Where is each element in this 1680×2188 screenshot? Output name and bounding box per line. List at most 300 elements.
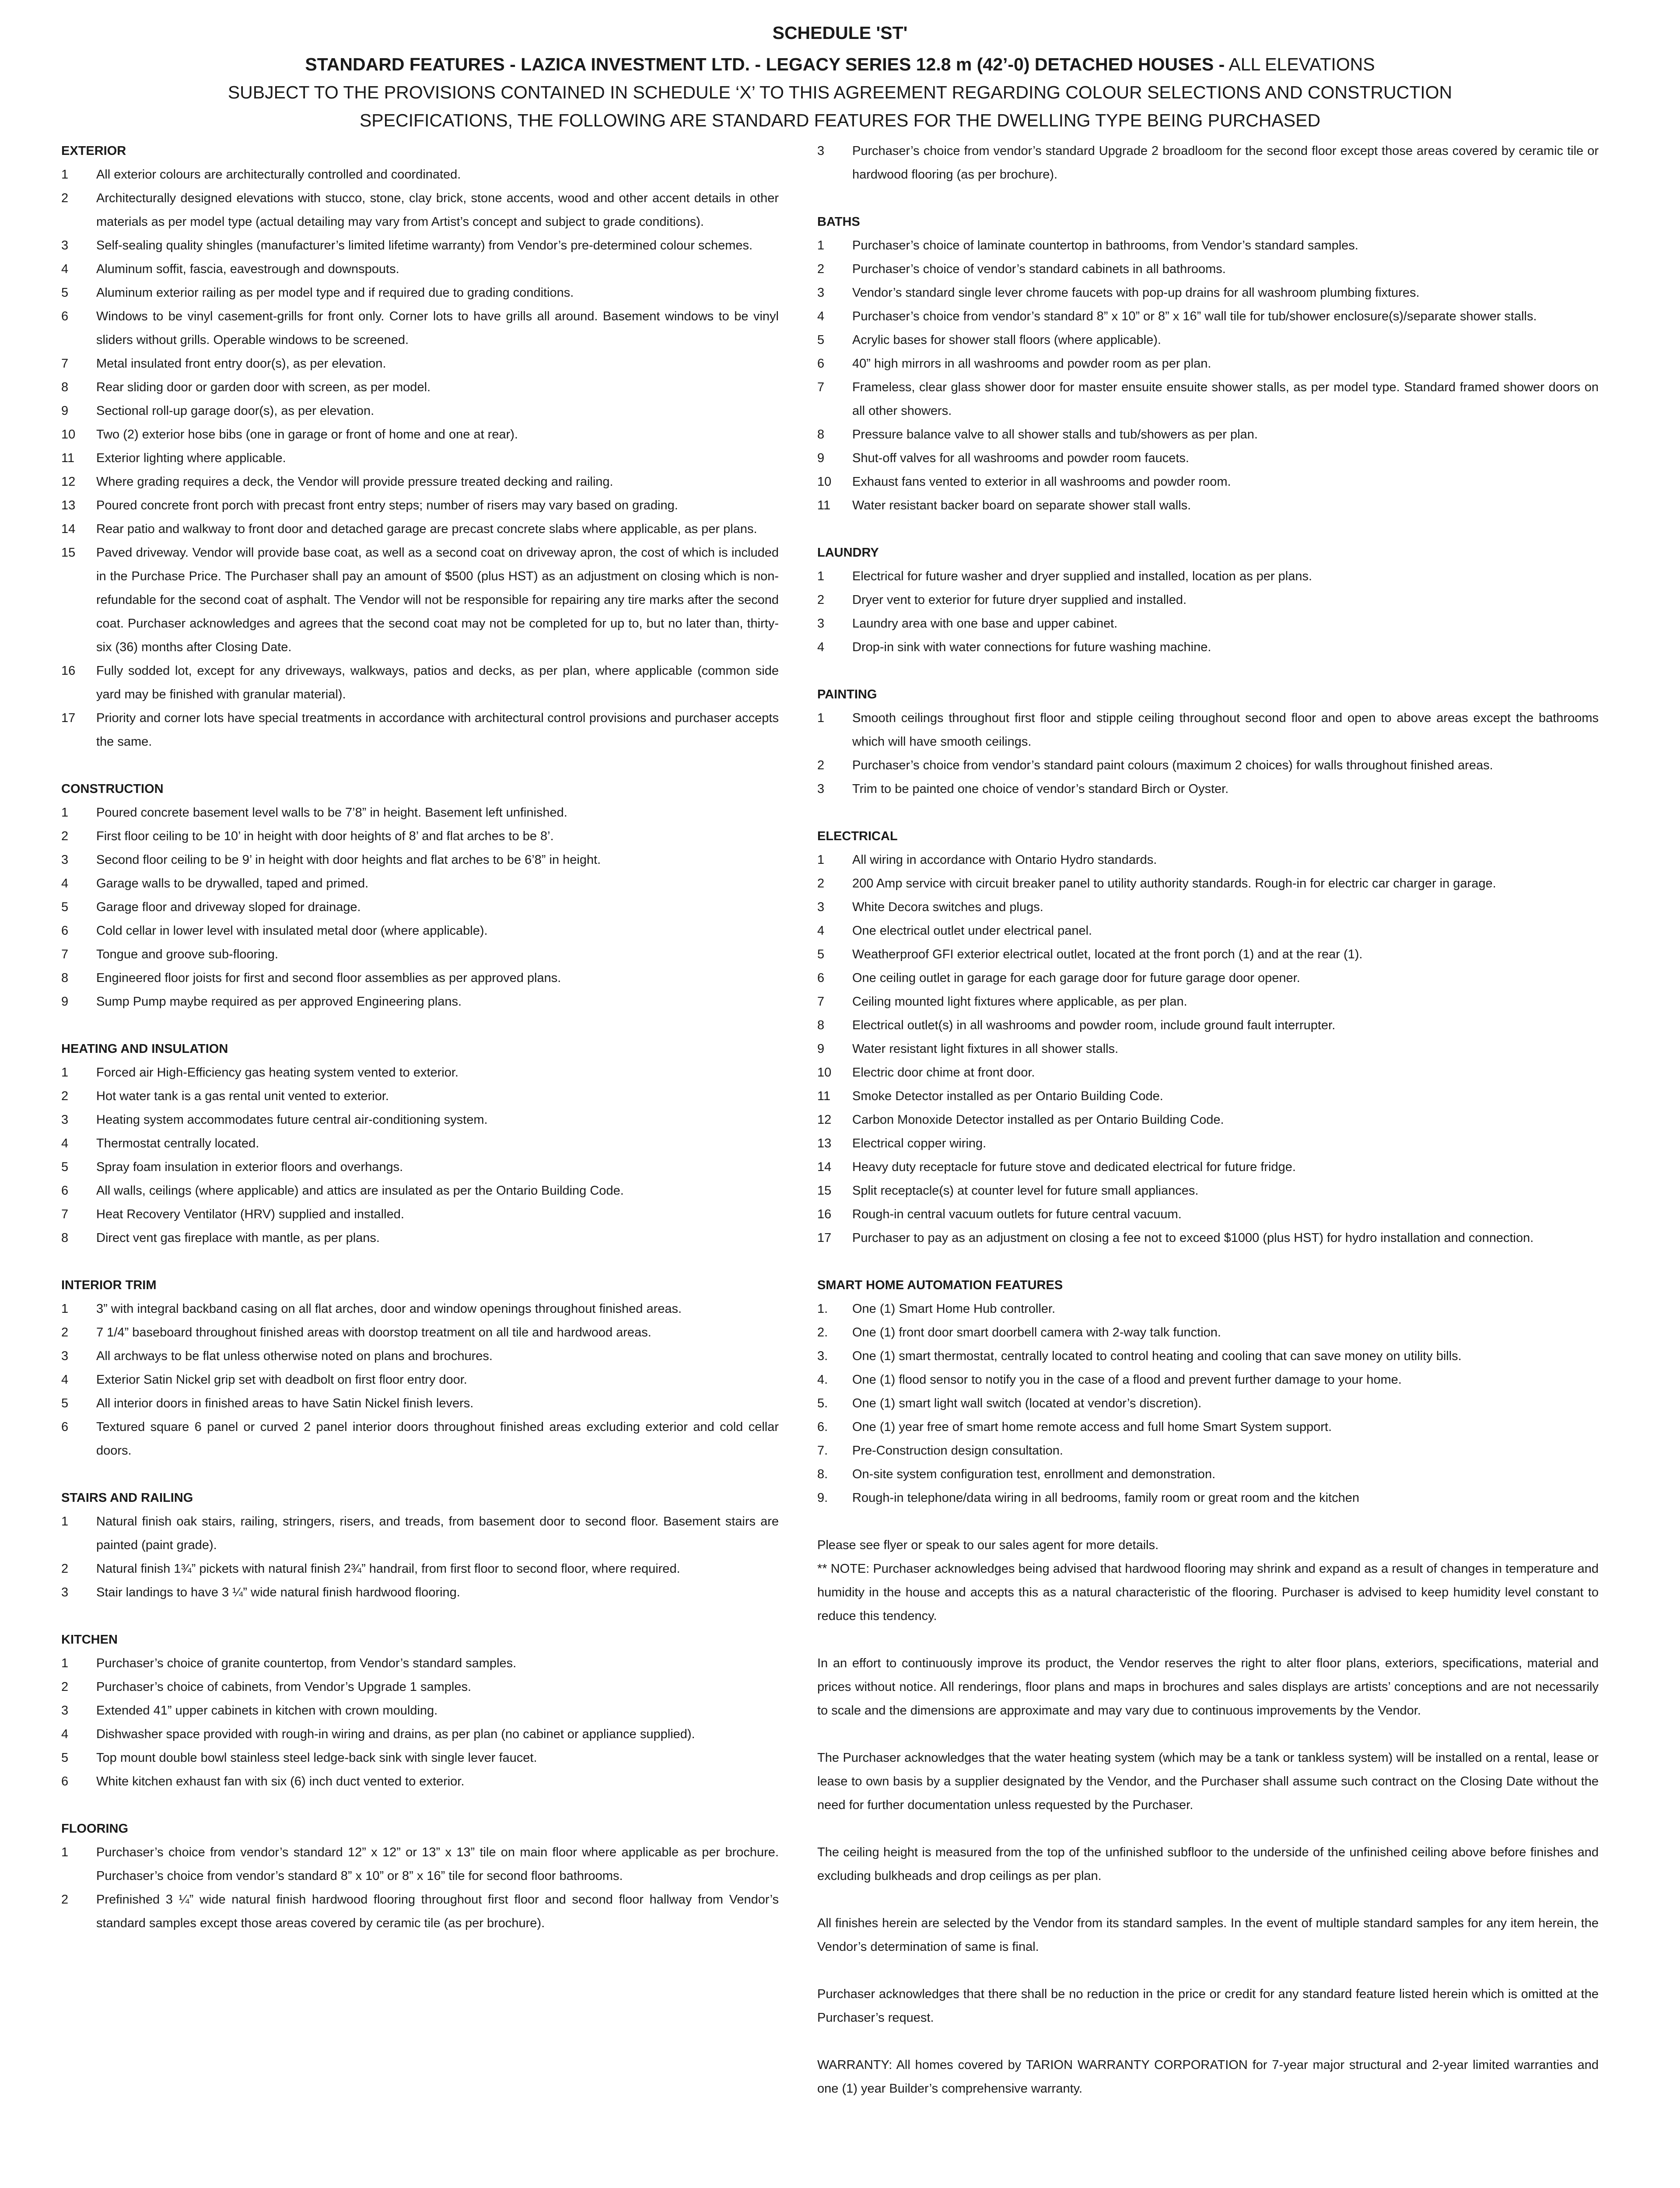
spacer	[817, 1628, 1599, 1652]
item-number: 2	[61, 1325, 69, 1339]
list-item	[61, 1084, 779, 1108]
item-text: 7 1/4” baseboard throughout finished areas with doorstop treatment on all tile and hardwood areas.	[96, 1325, 651, 1339]
list-item	[61, 1510, 779, 1557]
item-number: 7.	[817, 1444, 828, 1458]
list-item	[61, 446, 779, 470]
item-text: Purchaser’s choice of cabinets, from Vendor’s Upgrade 1 samples.	[96, 1680, 472, 1694]
item-number: 2	[61, 829, 69, 843]
item-number: 8	[61, 380, 69, 394]
item-text: Purchaser’s choice from vendor’s standard 12” x 12” or 13” x 13” tile on main floor where applicable as per brochure. Purchaser’s choice from vendor’s standard 8” x 10” or 8” x 16” tile for second floor bathrooms.	[96, 1845, 779, 1883]
list-item	[61, 1722, 779, 1746]
list-item	[61, 1581, 779, 1604]
item-number: 14	[817, 1160, 832, 1174]
item-number: 4	[61, 1373, 69, 1387]
spacer	[61, 1462, 779, 1486]
list-item	[817, 895, 1599, 919]
item-number: 6	[61, 1774, 69, 1788]
item-number: 7	[61, 947, 69, 961]
item-number: 2	[817, 758, 825, 772]
list-item	[61, 305, 779, 352]
item-text: Heating system accommodates future central air-conditioning system.	[96, 1113, 488, 1127]
list-item	[817, 872, 1599, 895]
list-item	[61, 1155, 779, 1179]
item-text: Ceiling mounted light fixtures where applicable, as per plan.	[852, 995, 1187, 1009]
item-text: Paved driveway. Vendor will provide base coat, as well as a second coat on driveway apron, the cost of which is included in the Purchase Price. The Purchaser shall pay an amount of $500 (plus HST) as an adjustment on closing which is non-refundable for the second coat of asphalt. The Vendor will not be responsible for repairing any tire marks after the second coat. Purchaser acknowledges and agrees that the second coat may not be completed for up to, but no later than, thirty-six (36) months after Closing Date.	[96, 546, 779, 654]
list-item	[61, 1368, 779, 1392]
item-number: 5	[61, 1751, 69, 1765]
section-exterior	[61, 139, 779, 754]
list-item	[61, 943, 779, 966]
item-text: First floor ceiling to be 10’ in height with door heights of 8’ and flat arches to be 8’.	[96, 829, 554, 843]
item-number: 3	[61, 1704, 69, 1718]
section-kitchen	[61, 1628, 779, 1793]
item-number: 15	[61, 546, 76, 560]
item-text: Dishwasher space provided with rough-in wiring and drains, as per plan (no cabinet or appliance supplied).	[96, 1727, 695, 1741]
item-text: Garage floor and driveway sloped for drainage.	[96, 900, 361, 914]
item-text: Trim to be painted one choice of vendor’s standard Birch or Oyster.	[852, 782, 1229, 796]
item-text: All interior doors in finished areas to have Satin Nickel finish levers.	[96, 1396, 474, 1410]
spacer	[61, 754, 779, 777]
spacer	[817, 1510, 1599, 1533]
list-item	[61, 1699, 779, 1722]
item-number: 3	[817, 782, 825, 796]
item-number: 4.	[817, 1373, 828, 1387]
item-text: Prefinished 3 ¼” wide natural finish hardwood flooring throughout first floor and second floor hallway from Vendor’s standard samples except those areas covered by ceramic tile (as per brochure).	[96, 1893, 779, 1930]
list-item	[61, 163, 779, 186]
list-item	[61, 1179, 779, 1203]
item-text: One (1) Smart Home Hub controller.	[852, 1302, 1056, 1316]
item-number: 1	[61, 1656, 69, 1670]
item-text: Stair landings to have 3 ¼” wide natural finish hardwood flooring.	[96, 1585, 460, 1599]
item-text: One electrical outlet under electrical panel.	[852, 924, 1092, 938]
list-item	[817, 281, 1599, 305]
list-item	[61, 824, 779, 848]
list-item	[817, 990, 1599, 1013]
item-text: Exterior Satin Nickel grip set with deadbolt on first floor entry door.	[96, 1373, 467, 1387]
spacer	[817, 1959, 1599, 1982]
item-number: 3	[817, 617, 825, 631]
item-number: 1.	[817, 1302, 828, 1316]
spacer	[817, 1722, 1599, 1746]
item-number: 3	[817, 900, 825, 914]
right-sections	[817, 139, 1599, 1510]
item-number: 3	[817, 286, 825, 300]
item-number: 1	[61, 806, 69, 820]
list-item	[61, 1203, 779, 1226]
section-stairs-and-railing	[61, 1486, 779, 1604]
item-number: 7	[61, 357, 69, 371]
item-text: Two (2) exterior hose bibs (one in garage or front of home and one at rear).	[96, 428, 518, 442]
spacer	[817, 1250, 1599, 1273]
item-text: Extended 41” upper cabinets in kitchen with crown moulding.	[96, 1704, 438, 1718]
item-text: Rear patio and walkway to front door and detached garage are precast concrete slabs where applicable, as per plans.	[96, 522, 757, 536]
item-text: Purchaser’s choice of granite countertop, from Vendor’s standard samples.	[96, 1656, 517, 1670]
list-item	[817, 257, 1599, 281]
item-number: 1	[817, 711, 825, 725]
item-text: Garage walls to be drywalled, taped and primed.	[96, 877, 369, 891]
list-item	[61, 423, 779, 446]
item-number: 2	[61, 1562, 69, 1576]
item-text: One ceiling outlet in garage for each garage door for future garage door opener.	[852, 971, 1300, 985]
item-number: 1	[61, 1515, 69, 1529]
list-item	[61, 470, 779, 494]
list-item	[61, 1888, 779, 1935]
list-item	[817, 848, 1599, 872]
item-number: 8.	[817, 1467, 828, 1481]
item-number: 8	[61, 971, 69, 985]
item-text: Purchaser to pay as an adjustment on closing a fee not to exceed $1000 (plus HST) for hydro installation and connection.	[852, 1231, 1534, 1245]
item-text: Self-sealing quality shingles (manufacturer’s limited lifetime warranty) from Vendor’s pre-determined colour schemes.	[96, 238, 753, 252]
item-number: 15	[817, 1184, 832, 1198]
item-text: Pressure balance valve to all shower stalls and tub/showers as per plan.	[852, 428, 1258, 442]
item-number: 11	[61, 451, 75, 465]
item-number: 5	[817, 333, 825, 347]
item-number: 13	[817, 1136, 832, 1150]
item-text: Water resistant backer board on separate shower stall walls.	[852, 498, 1191, 512]
item-number: 6.	[817, 1420, 828, 1434]
note-paragraph: The ceiling height is measured from the top of the unfinished subfloor to the underside of the unfinished ceiling above before finishes and excluding bulkheads and drop ceilings as per plan.	[817, 1845, 1599, 1883]
left-column	[61, 139, 779, 1935]
item-number: 16	[817, 1207, 832, 1221]
list-item	[61, 659, 779, 706]
item-number: 9	[817, 451, 825, 465]
list-item	[817, 612, 1599, 635]
list-item	[817, 1203, 1599, 1226]
item-number: 5	[817, 947, 825, 961]
item-number: 4	[61, 1136, 69, 1150]
item-number: 3.	[817, 1349, 828, 1363]
item-text: Carbon Monoxide Detector installed as per Ontario Building Code.	[852, 1113, 1224, 1127]
item-number: 3	[61, 1113, 69, 1127]
item-text: Purchaser’s choice of laminate countertop in bathrooms, from Vendor’s standard samples.	[852, 238, 1358, 252]
section-electrical	[817, 824, 1599, 1250]
list-item	[61, 990, 779, 1013]
section-continued	[817, 139, 1599, 186]
list-item	[61, 281, 779, 305]
item-text: Exhaust fans vented to exterior in all washrooms and powder room.	[852, 475, 1231, 489]
item-text: Fully sodded lot, except for any driveways, walkways, patios and decks, as per plan, where applicable (common side yard may be finished with granular material).	[96, 664, 779, 701]
item-text: 3” with integral backband casing on all flat arches, door and window openings throughout finished areas.	[96, 1302, 682, 1316]
item-text: Hot water tank is a gas rental unit vented to exterior.	[96, 1089, 389, 1103]
item-text: Where grading requires a deck, the Vendor will provide pressure treated decking and railing.	[96, 475, 613, 489]
item-number: 2.	[817, 1325, 828, 1339]
item-text: All walls, ceilings (where applicable) and attics are insulated as per the Ontario Building Code.	[96, 1184, 624, 1198]
item-number: 4	[61, 877, 69, 891]
header-line-1	[0, 54, 1680, 75]
item-number: 3	[61, 1349, 69, 1363]
item-number: 8	[61, 1231, 69, 1245]
list-item	[61, 895, 779, 919]
note-paragraph: Purchaser acknowledges that there shall be no reduction in the price or credit for any standard feature listed herein which is omitted at the Purchaser’s request.	[817, 1987, 1599, 2025]
item-text: Poured concrete basement level walls to be 7’8” in height. Basement left unfinished.	[96, 806, 567, 820]
list-item	[817, 1297, 1599, 1321]
list-item	[61, 801, 779, 824]
list-item	[61, 706, 779, 754]
note-paragraph: Please see flyer or speak to our sales agent for more details.	[817, 1538, 1159, 1552]
item-text: Tongue and groove sub-flooring.	[96, 947, 278, 961]
spacer	[817, 1888, 1599, 1911]
list-item	[61, 375, 779, 399]
item-text: Vendor’s standard single lever chrome faucets with pop-up drains for all washroom plumbing fixtures.	[852, 286, 1420, 300]
list-item	[817, 446, 1599, 470]
item-number: 17	[61, 711, 76, 725]
spacer	[817, 2030, 1599, 2053]
right-column	[817, 139, 1599, 2100]
item-text: Rear sliding door or garden door with screen, as per model.	[96, 380, 431, 394]
list-item	[61, 919, 779, 943]
spacer	[61, 1013, 779, 1037]
list-item	[817, 1344, 1599, 1368]
item-number: 6	[817, 971, 825, 985]
list-item	[817, 305, 1599, 328]
item-number: 1	[61, 1066, 69, 1080]
list-item	[817, 588, 1599, 612]
list-item	[61, 1108, 779, 1132]
spacer	[61, 1250, 779, 1273]
header-line-3: SPECIFICATIONS, THE FOLLOWING ARE STANDARD FEATURES FOR THE DWELLING TYPE BEING PURCHASED	[359, 110, 1321, 130]
section-interior-trim	[61, 1273, 779, 1462]
item-number: 2	[817, 877, 825, 891]
list-item	[817, 943, 1599, 966]
item-number: 2	[61, 1893, 69, 1907]
list-item	[817, 966, 1599, 990]
item-text: Purchaser’s choice from vendor’s standard 8” x 10” or 8” x 16” wall tile for tub/shower enclosure(s)/separate shower stalls.	[852, 309, 1537, 323]
list-item	[817, 1439, 1599, 1462]
item-number: 8	[817, 1018, 825, 1032]
item-number: 10	[61, 428, 76, 442]
item-number: 5	[61, 286, 69, 300]
item-number: 5	[61, 900, 69, 914]
item-number: 1	[817, 569, 825, 583]
item-number: 11	[817, 1089, 831, 1103]
schedule-title: SCHEDULE 'ST'	[772, 23, 908, 43]
item-number: 7	[817, 380, 825, 394]
item-text: Exterior lighting where applicable.	[96, 451, 286, 465]
list-item	[61, 399, 779, 423]
item-text: White Decora switches and plugs.	[852, 900, 1043, 914]
list-item	[61, 517, 779, 541]
list-item	[817, 423, 1599, 446]
item-text: Sump Pump maybe required as per approved Engineering plans.	[96, 995, 462, 1009]
list-item	[61, 234, 779, 257]
list-item	[817, 635, 1599, 659]
note-paragraph: WARRANTY: All homes covered by TARION WARRANTY CORPORATION for 7-year major structural and 2-year limited warranties and one (1) year Builder’s comprehensive warranty.	[817, 2058, 1599, 2096]
item-number: 3	[61, 853, 69, 867]
item-number: 1	[817, 853, 825, 867]
list-item	[817, 777, 1599, 801]
list-item	[61, 1557, 779, 1581]
list-item	[61, 257, 779, 281]
list-item	[61, 494, 779, 517]
item-text: On-site system configuration test, enrollment and demonstration.	[852, 1467, 1216, 1481]
list-item	[61, 186, 779, 234]
list-item	[817, 565, 1599, 588]
list-item	[817, 754, 1599, 777]
list-item	[61, 1746, 779, 1770]
section-heading: ELECTRICAL	[817, 829, 898, 843]
item-text: Electrical outlet(s) in all washrooms and powder room, include ground fault interrupter.	[852, 1018, 1336, 1032]
item-text: 200 Amp service with circuit breaker panel to utility authority standards. Rough-in for electric car charger in garage.	[852, 877, 1496, 891]
list-item	[61, 848, 779, 872]
item-number: 10	[817, 475, 832, 489]
item-text: Sectional roll-up garage door(s), as per elevation.	[96, 404, 374, 418]
item-text: Heavy duty receptacle for future stove and dedicated electrical for future fridge.	[852, 1160, 1296, 1174]
note-paragraph: ** NOTE: Purchaser acknowledges being advised that hardwood flooring may shrink and expand as a result of changes in temperature and humidity in the house and accepts this as a natural characteristic of the flooring. Purchaser is advised to keep humidity level constant to reduce this tendency.	[817, 1562, 1599, 1623]
item-text: Electrical copper wiring.	[852, 1136, 987, 1150]
item-number: 7	[61, 1207, 69, 1221]
list-item	[817, 1108, 1599, 1132]
item-text: Rough-in central vacuum outlets for future central vacuum.	[852, 1207, 1182, 1221]
list-item	[61, 1344, 779, 1368]
item-text: Electric door chime at front door.	[852, 1066, 1035, 1080]
item-text: One (1) smart light wall switch (located at vendor’s discretion).	[852, 1396, 1202, 1410]
section-laundry	[817, 541, 1599, 659]
item-text: Laundry area with one base and upper cabinet.	[852, 617, 1118, 631]
list-item	[817, 1462, 1599, 1486]
list-item	[61, 352, 779, 375]
list-item	[61, 1415, 779, 1462]
list-item	[817, 470, 1599, 494]
list-item	[61, 1132, 779, 1155]
item-number: 10	[817, 1066, 832, 1080]
item-number: 1	[61, 1845, 69, 1859]
section-smart-home-automation-features	[817, 1273, 1599, 1510]
section-heading: STAIRS AND RAILING	[61, 1491, 193, 1505]
item-number: 6	[61, 1420, 69, 1434]
section-heading: CONSTRUCTION	[61, 782, 164, 796]
item-number: 6	[61, 1184, 69, 1198]
item-number: 9	[61, 995, 69, 1009]
item-text: Top mount double bowl stainless steel ledge-back sink with single lever faucet.	[96, 1751, 537, 1765]
section-flooring	[61, 1817, 779, 1935]
list-item	[61, 1226, 779, 1250]
item-text: Acrylic bases for shower stall floors (where applicable).	[852, 333, 1161, 347]
list-item	[817, 375, 1599, 423]
item-number: 2	[817, 262, 825, 276]
item-number: 1	[61, 1302, 69, 1316]
item-number: 1	[61, 168, 69, 182]
item-number: 4	[817, 640, 825, 654]
item-text: Electrical for future washer and dryer supplied and installed, location as per plans.	[852, 569, 1312, 583]
list-item	[61, 1297, 779, 1321]
item-number: 9	[61, 404, 69, 418]
list-item	[817, 328, 1599, 352]
spacer	[817, 517, 1599, 541]
item-number: 9	[817, 1042, 825, 1056]
item-number: 5	[61, 1396, 69, 1410]
item-text: Smoke Detector installed as per Ontario Building Code.	[852, 1089, 1163, 1103]
item-text: Natural finish oak stairs, railing, stringers, risers, and treads, from basement door to second floor. Basement stairs are painted (paint grade).	[96, 1515, 779, 1552]
spacer	[61, 1793, 779, 1817]
item-text: Split receptacle(s) at counter level for future small appliances.	[852, 1184, 1199, 1198]
list-item	[61, 1675, 779, 1699]
list-item	[817, 139, 1599, 186]
item-text: One (1) flood sensor to notify you in the case of a flood and prevent further damage to your home.	[852, 1373, 1402, 1387]
item-text: Purchaser’s choice from vendor’s standard paint colours (maximum 2 choices) for walls throughout finished areas.	[852, 758, 1493, 772]
item-number: 11	[817, 498, 831, 512]
section-heading: FLOORING	[61, 1822, 129, 1836]
list-item	[61, 1392, 779, 1415]
item-text: Purchaser’s choice from vendor’s standard Upgrade 2 broadloom for the second floor except those areas covered by ceramic tile or hardwood flooring (as per brochure).	[852, 144, 1599, 182]
item-text: Architecturally designed elevations with stucco, stone, clay brick, stone accents, wood and other accent details in other materials as per model type (actual detailing may vary from Artist’s concept and subject to grade conditions).	[96, 191, 779, 229]
item-text: All exterior colours are architecturally controlled and coordinated.	[96, 168, 461, 182]
item-text: Direct vent gas fireplace with mantle, as per plans.	[96, 1231, 380, 1245]
item-text: Textured square 6 panel or curved 2 panel interior doors throughout finished areas excluding exterior and cold cellar doors.	[96, 1420, 779, 1458]
section-heading: SMART HOME AUTOMATION FEATURES	[817, 1278, 1063, 1292]
item-text: Cold cellar in lower level with insulated metal door (where applicable).	[96, 924, 488, 938]
item-text: Poured concrete front porch with precast front entry steps; number of risers may vary based on grading.	[96, 498, 678, 512]
list-item	[817, 919, 1599, 943]
list-item	[817, 234, 1599, 257]
item-text: Forced air High-Efficiency gas heating system vented to exterior.	[96, 1066, 458, 1080]
section-heading: BATHS	[817, 215, 860, 229]
section-construction	[61, 777, 779, 1013]
item-text: 40” high mirrors in all washrooms and powder room as per plan.	[852, 357, 1211, 371]
item-text: Purchaser’s choice of vendor’s standard cabinets in all bathrooms.	[852, 262, 1226, 276]
item-text: Thermostat centrally located.	[96, 1136, 259, 1150]
item-text: Rough-in telephone/data wiring in all bedrooms, family room or great room and the kitchen	[852, 1491, 1360, 1505]
list-item	[61, 1841, 779, 1888]
item-text: Shut-off valves for all washrooms and powder room faucets.	[852, 451, 1189, 465]
list-item	[61, 872, 779, 895]
section-heading: LAUNDRY	[817, 546, 879, 560]
item-number: 3	[61, 1585, 69, 1599]
list-item	[817, 1368, 1599, 1392]
list-item	[817, 1037, 1599, 1061]
item-text: One (1) front door smart doorbell camera with 2-way talk function.	[852, 1325, 1221, 1339]
section-heading: EXTERIOR	[61, 144, 126, 158]
item-number: 13	[61, 498, 76, 512]
section-heating-and-insulation	[61, 1037, 779, 1250]
item-text: Spray foam insulation in exterior floors and overhangs.	[96, 1160, 403, 1174]
item-text: Drop-in sink with water connections for future washing machine.	[852, 640, 1211, 654]
notes-block	[817, 1533, 1599, 2100]
item-number: 4	[817, 924, 825, 938]
item-number: 9.	[817, 1491, 828, 1505]
list-item	[817, 1132, 1599, 1155]
item-number: 1	[817, 238, 825, 252]
section-heading: PAINTING	[817, 687, 877, 701]
list-item	[61, 1321, 779, 1344]
item-number: 17	[817, 1231, 832, 1245]
spacer	[817, 801, 1599, 824]
spacer	[817, 1817, 1599, 1841]
list-item	[61, 1652, 779, 1675]
item-number: 3	[61, 238, 69, 252]
list-item	[61, 1770, 779, 1793]
note-paragraph: The Purchaser acknowledges that the water heating system (which may be a tank or tankless system) will be installed on a rental, lease or lease to own basis by a supplier designated by the Vendor, and the Purchaser shall assume such contract on the Closing Date without the need for further documentation unless requested by the Purchaser.	[817, 1751, 1599, 1812]
header-line-1-bold: STANDARD FEATURES - LAZICA INVESTMENT LTD. - LEGACY SERIES 12.8 m (42’-0) DETACHED HOUSES -	[305, 54, 1225, 74]
list-item	[61, 1061, 779, 1084]
list-item	[817, 1155, 1599, 1179]
list-item	[817, 494, 1599, 517]
note-paragraph: In an effort to continuously improve its product, the Vendor reserves the right to alter floor plans, exteriors, specifications, material and prices without notice. All renderings, floor plans and maps in brochures and sales displays are artists’ conceptions and are not necessarily to scale and the dimensions are approximate and may vary due to continuous improvements by the Vendor.	[817, 1656, 1599, 1718]
list-item	[817, 706, 1599, 754]
section-heading: INTERIOR TRIM	[61, 1278, 157, 1292]
item-number: 3	[817, 144, 825, 158]
item-number: 2	[61, 1680, 69, 1694]
list-item	[817, 1226, 1599, 1250]
item-text: One (1) smart thermostat, centrally located to control heating and cooling that can save money on utility bills.	[852, 1349, 1462, 1363]
item-number: 2	[817, 593, 825, 607]
item-text: Pre-Construction design consultation.	[852, 1444, 1063, 1458]
item-text: Weatherproof GFI exterior electrical outlet, located at the front porch (1) and at the rear (1).	[852, 947, 1363, 961]
section-painting	[817, 683, 1599, 801]
item-number: 4	[61, 262, 69, 276]
item-text: Priority and corner lots have special treatments in accordance with architectural control provisions and purchaser accepts the same.	[96, 711, 779, 749]
section-heading: HEATING AND INSULATION	[61, 1042, 228, 1056]
item-number: 4	[61, 1727, 69, 1741]
